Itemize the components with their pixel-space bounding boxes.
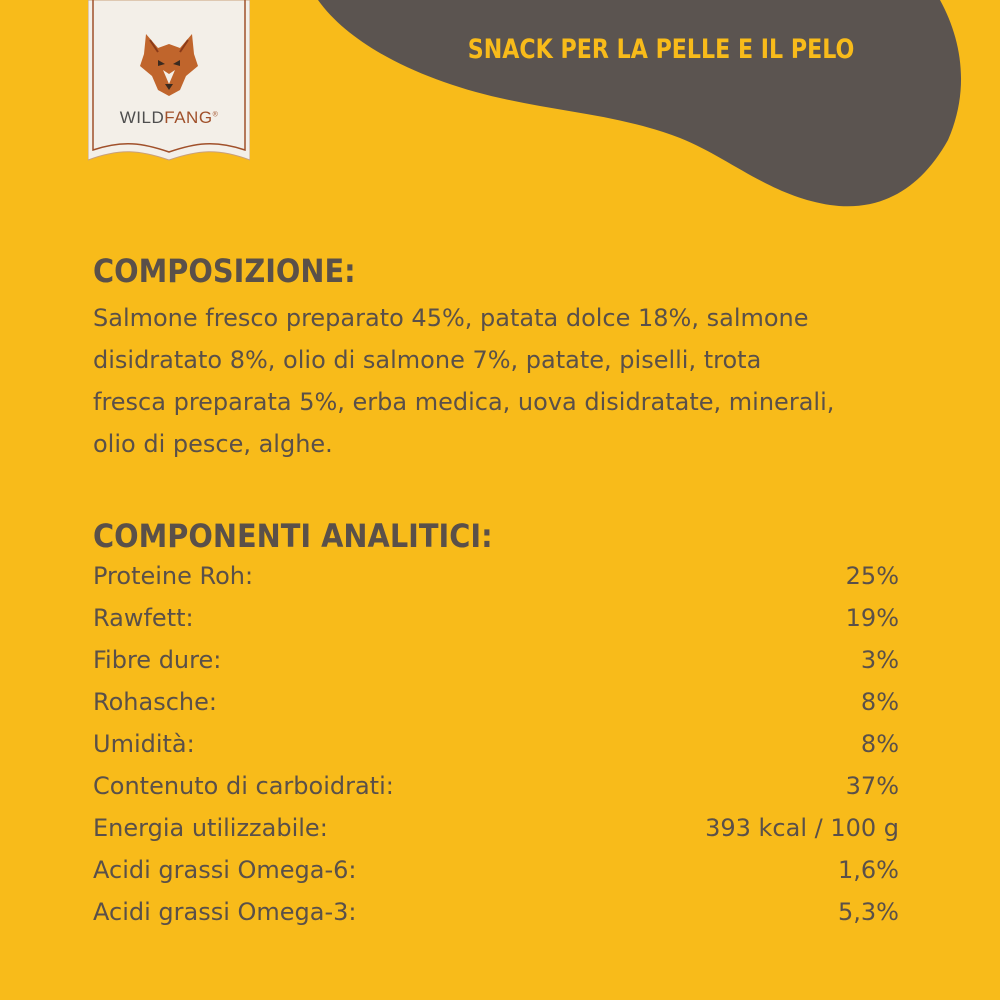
analytics-table: [93, 562, 899, 940]
analytics-label: Acidi grassi Omega-3:: [93, 898, 357, 926]
analytics-value: 19%: [845, 604, 899, 632]
analytics-label: Contenuto di carboidrati:: [93, 772, 394, 800]
analytics-label: Energia utilizzabile:: [93, 814, 328, 842]
analytics-label: Rawfett:: [93, 604, 194, 632]
brand-banner: [88, 0, 250, 168]
composition-line: Salmone fresco preparato 45%, patata dolce 18%, salmone: [93, 304, 809, 332]
analytics-row: [93, 688, 899, 730]
analytics-value: 25%: [845, 562, 899, 590]
headline: SNACK PER LA PELLE E IL PELO: [467, 34, 855, 65]
brand-wild: WILD: [119, 108, 165, 127]
analytics-value: 1,6%: [838, 856, 899, 884]
analytics-value: 5,3%: [838, 898, 899, 926]
analytics-title: COMPONENTI ANALITICI:: [93, 517, 493, 555]
analytics-label: Proteine Roh:: [93, 562, 254, 590]
analytics-row: [93, 898, 899, 940]
analytics-value: 3%: [860, 646, 899, 674]
composition-title: COMPOSIZIONE:: [93, 252, 356, 290]
analytics-label: Rohasche:: [93, 688, 217, 716]
analytics-value: 393 kcal / 100 g: [705, 814, 899, 842]
analytics-value: 37%: [845, 772, 899, 800]
wolf-logo-icon: [138, 30, 200, 98]
analytics-label: Fibre dure:: [93, 646, 222, 674]
analytics-row: [93, 730, 899, 772]
analytics-row: [93, 814, 899, 856]
registered-mark: ®: [212, 111, 219, 119]
analytics-label: Umidità:: [93, 730, 195, 758]
analytics-row: [93, 856, 899, 898]
analytics-value: 8%: [860, 688, 899, 716]
analytics-label: Acidi grassi Omega-6:: [93, 856, 357, 884]
analytics-value: 8%: [860, 730, 899, 758]
composition-text: [93, 297, 913, 465]
analytics-row: [93, 772, 899, 814]
composition-line: disidratato 8%, olio di salmone 7%, patate, piselli, trota: [93, 346, 762, 374]
composition-line: olio di pesce, alghe.: [93, 430, 333, 458]
brand-fang: FANG: [164, 108, 213, 127]
analytics-row: [93, 562, 899, 604]
analytics-row: [93, 604, 899, 646]
analytics-row: [93, 646, 899, 688]
composition-line: fresca preparata 5%, erba medica, uova disidratate, minerali,: [93, 388, 835, 416]
brand-wordmark: [88, 108, 250, 128]
